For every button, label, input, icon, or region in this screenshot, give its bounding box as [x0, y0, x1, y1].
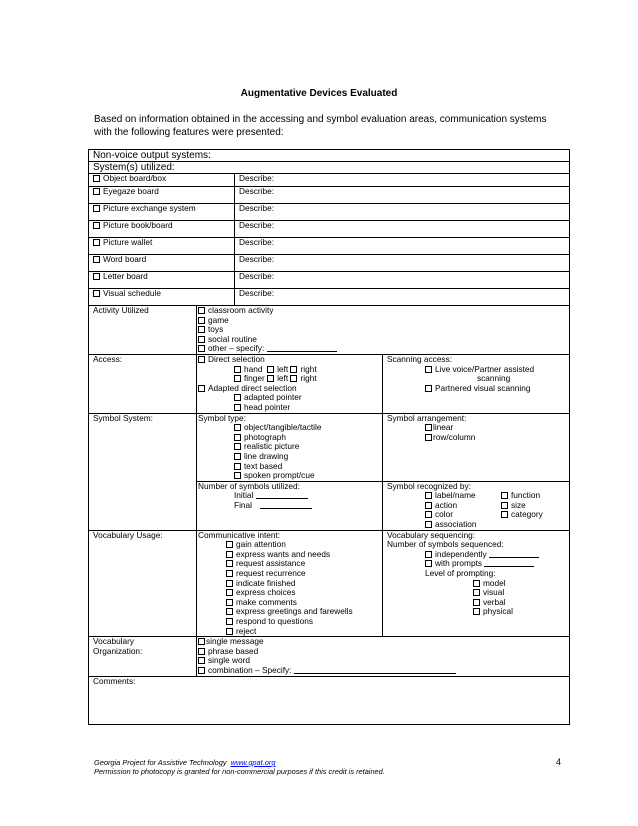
vocab-usage-label: Vocabulary Usage:	[89, 530, 197, 637]
system-label: Visual schedule	[103, 288, 161, 298]
vocab-org-label-line2: Organization:	[93, 645, 143, 656]
arrangement-option: linear	[433, 422, 454, 433]
checkbox[interactable]	[93, 175, 100, 182]
checkbox[interactable]	[234, 463, 241, 470]
specify-blank[interactable]	[267, 344, 337, 352]
checkbox[interactable]	[267, 366, 274, 373]
checkbox[interactable]	[198, 307, 205, 314]
symbol-type-option: line drawing	[244, 450, 289, 461]
checkbox[interactable]	[234, 472, 241, 479]
independently-blank[interactable]	[489, 550, 539, 558]
activity-option: game	[208, 314, 229, 325]
intent-option: reject	[236, 625, 257, 636]
checkbox[interactable]	[226, 570, 233, 577]
activity-row	[89, 306, 570, 355]
prompt-level-option: visual	[483, 587, 505, 598]
vocab-org-row	[89, 637, 570, 676]
checkbox[interactable]	[473, 599, 480, 606]
system-row	[89, 255, 570, 272]
checkbox[interactable]	[501, 492, 508, 499]
page-number: 4	[556, 757, 562, 767]
vocab-org-label-line1: Vocabulary	[93, 636, 135, 647]
checkbox[interactable]	[234, 434, 241, 441]
checkbox[interactable]	[198, 648, 205, 655]
checkbox[interactable]	[198, 336, 205, 343]
checkbox[interactable]	[226, 628, 233, 635]
intent-option: express greetings and farewells	[236, 606, 353, 617]
symbol-system-row-1	[89, 413, 570, 481]
footer-org: Georgia Project for Assistive Technology	[94, 758, 227, 767]
final-label: Final	[234, 499, 252, 510]
system-label: Picture book/board	[103, 220, 173, 230]
checkbox[interactable]	[226, 541, 233, 548]
prompt-level-option: physical	[483, 606, 513, 617]
checkbox[interactable]	[198, 638, 205, 645]
checkbox[interactable]	[473, 589, 480, 596]
left-label: left	[277, 373, 289, 384]
checkbox[interactable]	[425, 511, 432, 518]
recognized-option: function	[511, 490, 541, 501]
scanning-access-label: Scanning access:	[387, 353, 453, 364]
symbol-arrangement-label: Symbol arrangement:	[387, 412, 467, 423]
describe-label: Describe:	[239, 271, 275, 281]
describe-label: Describe:	[239, 186, 275, 196]
checkbox[interactable]	[501, 502, 508, 509]
describe-label: Describe:	[239, 288, 275, 298]
page-title: Augmentative Devices Evaluated	[240, 88, 398, 99]
system-row	[89, 187, 570, 204]
adapted-pointer-label: adapted pointer	[244, 392, 302, 403]
checkbox[interactable]	[93, 290, 100, 297]
symbol-type-option: object/tangible/tactile	[244, 422, 322, 433]
symbol-recognized-label: Symbol recognized by:	[387, 480, 471, 491]
checkbox[interactable]	[93, 222, 100, 229]
intent-option: express choices	[236, 587, 296, 598]
checkbox[interactable]	[501, 511, 508, 518]
checkbox[interactable]	[93, 205, 100, 212]
recognized-option: action	[435, 499, 458, 510]
checkbox[interactable]	[198, 667, 205, 674]
vocab-org-option: single word	[208, 655, 250, 666]
checkbox[interactable]	[425, 492, 432, 499]
independently-label: independently	[435, 548, 487, 559]
symbol-type-option: photograph	[244, 431, 286, 442]
devices-form-table	[88, 149, 570, 725]
system-row	[89, 272, 570, 289]
prompt-level-option: verbal	[483, 596, 506, 607]
checkbox[interactable]	[267, 375, 274, 382]
checkbox[interactable]	[226, 589, 233, 596]
intent-option: request recurrence	[236, 568, 306, 579]
checkbox[interactable]	[198, 356, 205, 363]
intent-label: Communicative intent:	[198, 529, 281, 540]
live-voice-label: Live voice/Partner assisted	[435, 363, 535, 374]
activity-option: social routine	[208, 333, 257, 344]
prompt-level-option: model	[483, 577, 506, 588]
system-label: Object board/box	[103, 173, 167, 183]
system-label: Eyegaze board	[103, 186, 159, 196]
checkbox[interactable]	[290, 366, 297, 373]
system-row	[89, 221, 570, 238]
footer-permission: Permission to photocopy is granted for non-commercial purposes if this credit is retained.	[94, 767, 385, 777]
section-header: Non-voice output systems:	[89, 150, 570, 162]
symbol-type-option: spoken prompt/cue	[244, 470, 315, 481]
system-row	[89, 204, 570, 221]
access-label: Access:	[89, 354, 197, 413]
recognized-option: label/name	[435, 490, 476, 501]
system-label: Picture exchange system	[103, 203, 196, 213]
intent-option: respond to questions	[236, 616, 314, 626]
vocab-org-option: phrase based	[208, 645, 259, 656]
scanning-label: scanning	[477, 373, 511, 384]
comments-row	[89, 676, 570, 724]
checkbox[interactable]	[93, 188, 100, 195]
symbol-type-option: text based	[244, 460, 283, 471]
final-blank[interactable]	[260, 501, 312, 509]
checkbox[interactable]	[198, 657, 205, 664]
with-prompts-blank[interactable]	[484, 559, 534, 567]
access-row	[89, 354, 570, 413]
direct-selection-label: Direct selection	[208, 353, 265, 364]
arrangement-option: row/column	[433, 431, 476, 442]
symbol-type-option: realistic picture	[244, 441, 300, 452]
finger-label: finger	[244, 373, 265, 384]
describe-label: Describe:	[239, 254, 275, 264]
checkbox[interactable]	[198, 345, 205, 352]
activity-option: other – specify:	[208, 343, 265, 354]
checkbox[interactable]	[425, 551, 432, 558]
vocab-usage-row	[89, 530, 570, 637]
activity-option: toys	[208, 324, 224, 335]
vocab-org-option: single message	[206, 636, 264, 647]
checkbox[interactable]	[226, 618, 233, 625]
checkbox[interactable]	[473, 580, 480, 587]
checkbox[interactable]	[425, 424, 432, 431]
intent-option: express wants and needs	[236, 548, 331, 559]
right-label: right	[300, 363, 317, 374]
describe-label: Describe:	[239, 237, 275, 247]
checkbox[interactable]	[234, 443, 241, 450]
system-label: Picture wallet	[103, 237, 153, 247]
system-row	[89, 289, 570, 306]
footer-link[interactable]: www.gpat.org	[230, 758, 276, 767]
checkbox[interactable]	[234, 404, 241, 411]
intent-option: gain attention	[236, 539, 286, 550]
checkbox[interactable]	[198, 385, 205, 392]
hand-label: hand	[244, 363, 263, 374]
intent-option: request assistance	[236, 558, 306, 569]
vocab-org-option: combination – Specify:	[208, 664, 292, 675]
footer	[94, 758, 385, 777]
recognized-option: size	[511, 499, 526, 510]
checkbox[interactable]	[226, 580, 233, 587]
systems-label: System(s) utilized:	[89, 162, 570, 174]
checkbox[interactable]	[425, 434, 432, 441]
symbols-sequenced-label: Number of symbols sequenced:	[387, 539, 504, 550]
activity-label: Activity Utilized	[89, 306, 197, 355]
right-label: right	[300, 373, 317, 384]
checkbox[interactable]	[93, 256, 100, 263]
comments-field[interactable]	[89, 676, 570, 724]
left-label: left	[277, 363, 289, 374]
checkbox[interactable]	[290, 375, 297, 382]
system-label: Letter board	[103, 271, 148, 281]
number-symbols-label: Number of symbols utilized:	[198, 480, 300, 491]
checkbox[interactable]	[425, 366, 432, 373]
symbol-type-label: Symbol type:	[198, 412, 246, 423]
vocab-sequencing-label: Vocabulary sequencing:	[387, 529, 476, 540]
combination-blank[interactable]	[294, 666, 456, 674]
initial-blank[interactable]	[256, 491, 308, 499]
recognized-option: color	[435, 509, 453, 520]
checkbox[interactable]	[226, 560, 233, 567]
checkbox[interactable]	[425, 502, 432, 509]
prompting-level-label: Level of prompting:	[425, 568, 496, 579]
activity-option: classroom activity	[208, 305, 274, 315]
describe-label: Describe:	[239, 173, 275, 183]
checkbox[interactable]	[226, 551, 233, 558]
checkbox[interactable]	[93, 273, 100, 280]
checkbox[interactable]	[425, 385, 432, 392]
checkbox[interactable]	[226, 599, 233, 606]
checkbox[interactable]	[198, 317, 205, 324]
recognized-option: association	[435, 519, 477, 530]
checkbox[interactable]	[234, 375, 241, 382]
intent-option: indicate finished	[236, 577, 296, 588]
checkbox[interactable]	[234, 424, 241, 431]
intro-paragraph: Based on information obtained in the accessing and symbol evaluation areas, communication systems with the following features were presented:	[94, 114, 547, 138]
checkbox[interactable]	[234, 453, 241, 460]
symbol-system-label: Symbol System:	[89, 413, 197, 530]
describe-label: Describe:	[239, 203, 275, 213]
adapted-direct-label: Adapted direct selection	[208, 382, 297, 393]
head-pointer-label: head pointer	[244, 401, 291, 412]
with-prompts-label: with prompts	[435, 558, 483, 569]
system-row	[89, 174, 570, 187]
partnered-visual-label: Partnered visual scanning	[435, 382, 531, 393]
checkbox[interactable]	[425, 521, 432, 528]
checkbox[interactable]	[234, 394, 241, 401]
checkbox[interactable]	[226, 608, 233, 615]
checkbox[interactable]	[425, 560, 432, 567]
checkbox[interactable]	[234, 366, 241, 373]
system-label: Word board	[103, 254, 147, 264]
checkbox[interactable]	[473, 608, 480, 615]
checkbox[interactable]	[198, 326, 205, 333]
checkbox[interactable]	[93, 239, 100, 246]
intent-option: make comments	[236, 596, 297, 607]
recognized-option: category	[511, 509, 543, 520]
describe-label: Describe:	[239, 220, 275, 230]
system-row	[89, 238, 570, 255]
initial-label: Initial	[234, 490, 254, 501]
comments-label: Comments:	[93, 675, 136, 686]
